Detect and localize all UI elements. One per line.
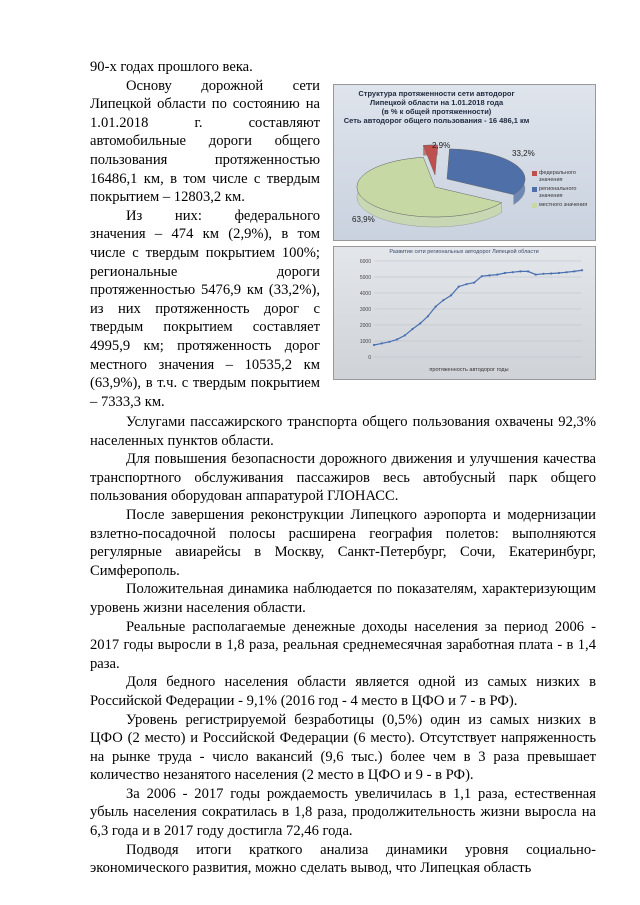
pie-label-regional: 33,2% xyxy=(512,149,535,158)
data-point xyxy=(427,315,429,317)
data-point xyxy=(565,271,567,273)
paragraph: Основу дорожной сети Липецкой области по состоянию на 1.01.2018 г. составляют автомобильные дороги общего пользования протяженностью 16486,1 км, в том числе с твердым покрытием – 12803,2 км. xyxy=(90,77,320,206)
data-point xyxy=(473,282,475,284)
data-point xyxy=(435,306,437,308)
legend-swatch xyxy=(532,187,537,192)
pie-title-line: (в % к общей протяженности) xyxy=(381,107,492,116)
paragraph: За 2006 - 2017 годы рождаемость увеличилась в 1,1 раза, естественная убыль населения сократилась в 1,8 раза, продолжительность жизни выросла на 6,3 года и в 2017 году достигла 72,46 года. xyxy=(90,785,596,840)
paragraph: После завершения реконструкции Липецкого аэропорта и модернизации взлетно-посадочной полосы расширена география полетов: выполняются регулярные авиарейсы в Москву, Санкт-Петербург, Сочи, Екатеринбург, Симферополь. xyxy=(90,506,596,579)
data-point xyxy=(573,270,575,272)
data-point xyxy=(481,275,483,277)
pie-title-line: Липецкой области на 1.01.2018 года xyxy=(369,98,504,107)
legend-item-regional xyxy=(532,186,592,199)
pie-title-line: Сеть автодорог общего пользования - 16 486,1 км xyxy=(343,116,530,125)
paragraph: Подводя итоги краткого анализа динамики уровня социально-экономического развития, можно сделать вывод, что Липецкая область xyxy=(90,841,596,877)
legend-label: местного значения xyxy=(539,202,588,208)
data-point xyxy=(527,270,529,272)
line-chart-graphic xyxy=(334,247,596,379)
data-point xyxy=(411,328,413,330)
pie-title-line: Структура протяженности сети автодорог xyxy=(358,89,515,98)
y-tick-label: 1000 xyxy=(359,339,371,345)
paragraph: Из них: федерального значения – 474 км (2,9%), в том числе с твердым покрытием 100%; региональные дороги протяженностью 5476,9 км (33,2%), из них протяженность дорог с твердым покрытием составляет 4995,9 км; протяженность дорог местного значения – 10535,2 км (63,9%), в т.ч. с твердым покрытием – 7333,3 км. xyxy=(90,207,320,410)
data-point xyxy=(496,274,498,276)
paragraph: Положительная динамика наблюдается по показателям, характеризующим уровень жизни населения области. xyxy=(90,581,596,616)
y-tick-label: 4000 xyxy=(359,291,371,297)
data-point xyxy=(581,269,583,271)
data-point xyxy=(396,338,398,340)
paragraph: Уровень регистрируемой безработицы (0,5%) один из самых низких в ЦФО (2 место) и Российской Федерации (6 место). Отсутствует напряженность на рынке труда - число вакансий (9,6 тыс.) более чем в 3 раза превышает количество незанятого населения (2 место в ЦФО и 9 - в РФ). xyxy=(90,711,596,784)
legend-label: регионального значения xyxy=(539,186,577,199)
data-point xyxy=(450,294,452,296)
paragraph: Реальные располагаемые денежные доходы населения за период 2006 - 2017 годы выросли в 1,8 раза, реальная среднемесячная заработная плата - в 1,4 раза. xyxy=(90,618,596,672)
y-tick-label: 3000 xyxy=(359,307,371,313)
y-tick-label: 2000 xyxy=(359,323,371,329)
paragraph: 90-х годах прошлого века. xyxy=(90,59,253,75)
data-point xyxy=(535,274,537,276)
data-point xyxy=(512,271,514,273)
paragraph: Доля бедного населения области является одной из самых низких в Российской Федерации - 9,1% (2016 год - 4 место в ЦФО и 7 - в РФ). xyxy=(90,674,596,709)
legend-item-local xyxy=(532,202,592,209)
left-column-text xyxy=(90,58,320,411)
legend-swatch xyxy=(532,171,537,176)
data-point xyxy=(519,270,521,272)
legend-item-federal xyxy=(532,170,592,183)
series-line xyxy=(374,270,582,345)
line-chart-figure xyxy=(333,246,596,380)
y-tick-label: 5000 xyxy=(359,275,371,281)
data-point xyxy=(542,273,544,275)
data-point xyxy=(488,274,490,276)
data-point xyxy=(558,272,560,274)
legend-swatch xyxy=(532,203,537,208)
data-point xyxy=(388,341,390,343)
data-point xyxy=(458,286,460,288)
data-point xyxy=(404,334,406,336)
pie-label-local: 63,9% xyxy=(352,215,375,224)
paragraph: Для повышения безопасности дорожного движения и улучшения качества транспортного обслуживания пассажиров весь автобусный парк общего пользования оборудован аппаратурой ГЛОНАСС. xyxy=(90,451,596,505)
line-chart-legend: протяженность автодорог годы xyxy=(429,367,509,373)
figures xyxy=(333,84,596,380)
y-tick-label: 0 xyxy=(368,355,371,361)
data-point xyxy=(381,342,383,344)
y-tick-label: 6000 xyxy=(359,259,371,265)
paragraph: Услугами пассажирского транспорта общего пользования охвачены 92,3% населенных пунктов области. xyxy=(90,414,596,449)
pie-legend xyxy=(532,170,592,212)
line-chart-title: Развитие сети региональных автодорог Липецкой области xyxy=(389,249,539,255)
data-point xyxy=(442,299,444,301)
data-point xyxy=(419,322,421,324)
data-point xyxy=(550,272,552,274)
legend-label: федерального значения xyxy=(539,170,576,183)
pie-chart-figure xyxy=(333,84,596,241)
pie-label-federal: 2,9% xyxy=(432,141,451,150)
data-point xyxy=(504,272,506,274)
full-width-text xyxy=(90,413,596,878)
data-point xyxy=(373,344,375,346)
data-point xyxy=(465,283,467,285)
